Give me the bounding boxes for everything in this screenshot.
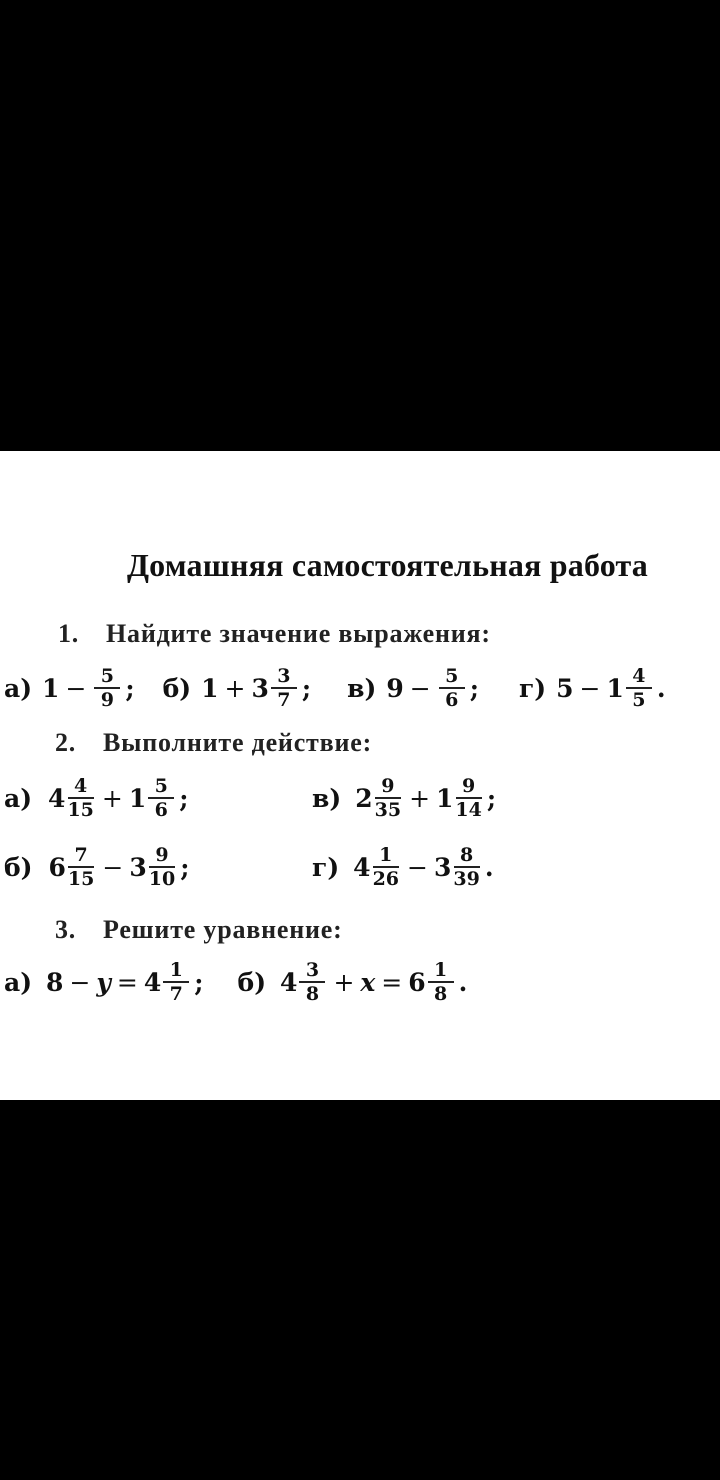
task-1-row — [4, 653, 666, 723]
fraction: $\frac{5}{6}$ — [148, 775, 174, 821]
task-3-heading — [55, 915, 343, 945]
task-3-item-a: а) 8 − y = 4 $\frac{1}{7}$ ; — [4, 959, 204, 1005]
fraction: $\frac{5}{6}$ — [439, 665, 465, 711]
task-1-item-b: б) 1 + 3 $\frac{3}{7}$ ; — [162, 665, 312, 711]
page-title: Домашняя самостоятельная работа — [126, 547, 649, 583]
task-2-item-c: в) 2 $\frac{9}{35}$ + 1 $\frac{9}{14}$ ; — [312, 775, 497, 821]
fraction: $\frac{9}{35}$ — [374, 775, 402, 821]
task-2-number: 2. — [55, 728, 77, 757]
task-1-number: 1. — [58, 619, 80, 648]
task-2-heading — [55, 728, 372, 758]
fraction: $\frac{4}{15}$ — [67, 775, 94, 821]
fraction: $\frac{3}{8}$ — [299, 959, 325, 1005]
task-1-item-a: а) 1 − $\frac{5}{9}$ ; — [4, 665, 135, 711]
task-1-item-c: в) 9 − $\frac{5}{6}$ ; — [347, 665, 479, 711]
fraction: $\frac{5}{9}$ — [94, 665, 120, 711]
task-2-item-b: б) 6 $\frac{7}{15}$ − 3 $\frac{9}{10}$ ; — [4, 844, 190, 890]
task-3-item-b: б) 4 $\frac{3}{8}$ + x = 6 $\frac{1}{8}$ . — [237, 959, 468, 1005]
fraction: $\frac{9}{10}$ — [148, 844, 176, 890]
fraction: $\frac{3}{7}$ — [271, 665, 297, 711]
task-3-text: Решите уравнение: — [103, 915, 343, 944]
task-3-row — [4, 947, 467, 1017]
fraction: $\frac{8}{39}$ — [453, 844, 480, 890]
task-3-number: 3. — [55, 915, 77, 944]
worksheet-page — [0, 451, 720, 1100]
task-2-item-d: г) 4 $\frac{1}{26}$ − 3 $\frac{8}{39}$ . — [312, 844, 494, 890]
task-2-text: Выполните действие: — [103, 728, 373, 757]
task-1-item-d: г) 5 − 1 $\frac{4}{5}$ . — [518, 665, 666, 711]
task-2-item-a: а) 4 $\frac{4}{15}$ + 1 $\frac{5}{6}$ ; — [4, 775, 189, 821]
fraction: $\frac{9}{14}$ — [455, 775, 482, 821]
fraction: $\frac{7}{15}$ — [67, 844, 95, 890]
fraction: $\frac{1}{26}$ — [372, 844, 400, 890]
task-1-heading — [58, 619, 491, 649]
task-1-text: Найдите значение выражения: — [106, 619, 491, 648]
fraction: $\frac{1}{8}$ — [428, 959, 454, 1005]
fraction: $\frac{1}{7}$ — [163, 959, 189, 1005]
fraction: $\frac{4}{5}$ — [626, 665, 652, 711]
